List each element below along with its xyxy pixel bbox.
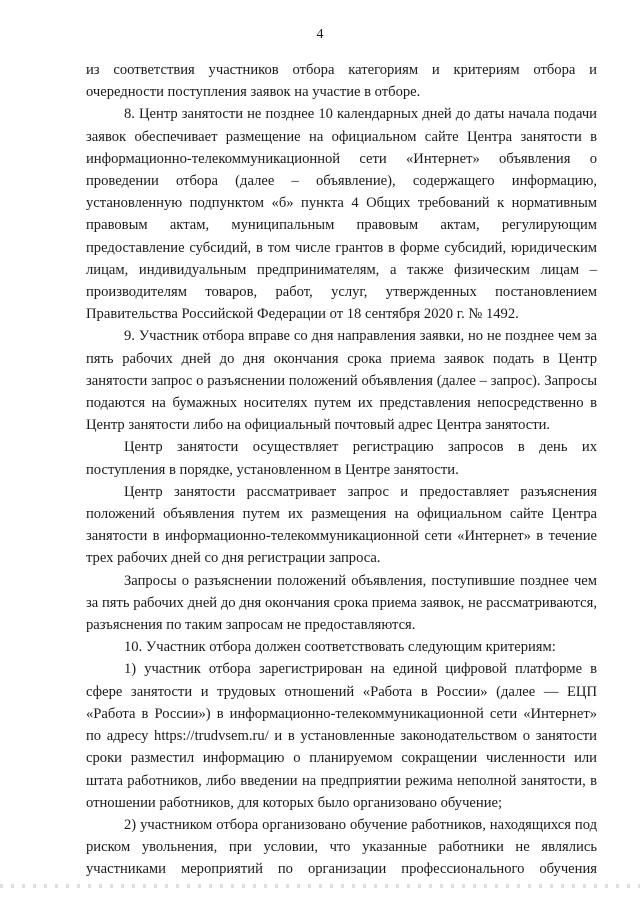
paragraph-clarification: Центр занятости рассматривает запрос и предоставляет разъяснения положений объявления путем их размещения на официальном сайте Центра занятости в информационно-телекоммуникационной сети «Интернет» в течение трех рабочих дней со дня регистрации запроса. (86, 483, 597, 567)
page-number: 4 (316, 27, 324, 42)
paragraph-item-8: 8. Центр занятости не позднее 10 календарных дней до даты начала подачи заявок обеспечивает размещение на официальном сайте Центра занятости в информационно-телекоммуникационной сети «Интернет» объявления о проведении отбора (далее – объявление), содержащего информацию, установленную подпунктом «б» пункта 4 Общих требований к нормативным правовым актам, муниципальным правовым актам, регулирующим предоставление субсидий, в том числе грантов в форме субсидий, юридическим лицам, индивидуальным предпринимателям, а также физическим лицам – производителям товаров, работ, услуг, утвержденных постановлением Правительства Российской Федерации от 18 сентября 2020 г. № 1492. (86, 106, 597, 323)
scan-artifact-line (0, 884, 640, 888)
paragraph-late-requests: Запросы о разъяснении положений объявления, поступившие позднее чем за пять рабочих дней до дня окончания срока приема заявок, не рассматриваются, разъяснения по таким запросам не предоставляются. (86, 572, 597, 634)
paragraph-item-10: 10. Участник отбора должен соответствовать следующим критериям: (124, 639, 556, 656)
paragraph-registration: Центр занятости осуществляет регистрацию запросов в день их поступления в порядке, установленном в Центре занятости. (86, 439, 597, 478)
paragraph-criterion-1: 1) участник отбора зарегистрирован на единой цифровой платформе в сфере занятости и трудовых отношений «Работа в России» (далее — ЕЦП «Работа в России») в информационно-телекоммуникационной сети «Интернет» по адресу https://trudvsem.ru/ и в установленные законодательством о занятости сроки разместил информацию о планируемом сокращении численности или штата работников, либо введении на предприятии режима неполной занятости, в отношении работников, для которых было организовано обучение; (86, 661, 597, 811)
paragraph-1: из соответствия участников отбора категориям и критериям отбора и очередности поступления заявок на участие в отборе. (86, 62, 597, 101)
paragraph-item-9: 9. Участник отбора вправе со дня направления заявки, но не позднее чем за пять рабочих дней до дня окончания срока приема заявок подать в Центр занятости запрос о разъяснении положений объявления (далее – запрос). Запросы подаются на бумажных носителях путем их представления непосредственно в Центр занятости либо на официальный почтовый адрес Центра занятости. (86, 328, 597, 434)
paragraph-criterion-2: 2) участником отбора организовано обучение работников, находящихся под риском увольнения, при условии, что указанные работники не являлись участниками мероприятий по организации профессионального обучения (86, 816, 597, 878)
document-body (86, 59, 597, 881)
